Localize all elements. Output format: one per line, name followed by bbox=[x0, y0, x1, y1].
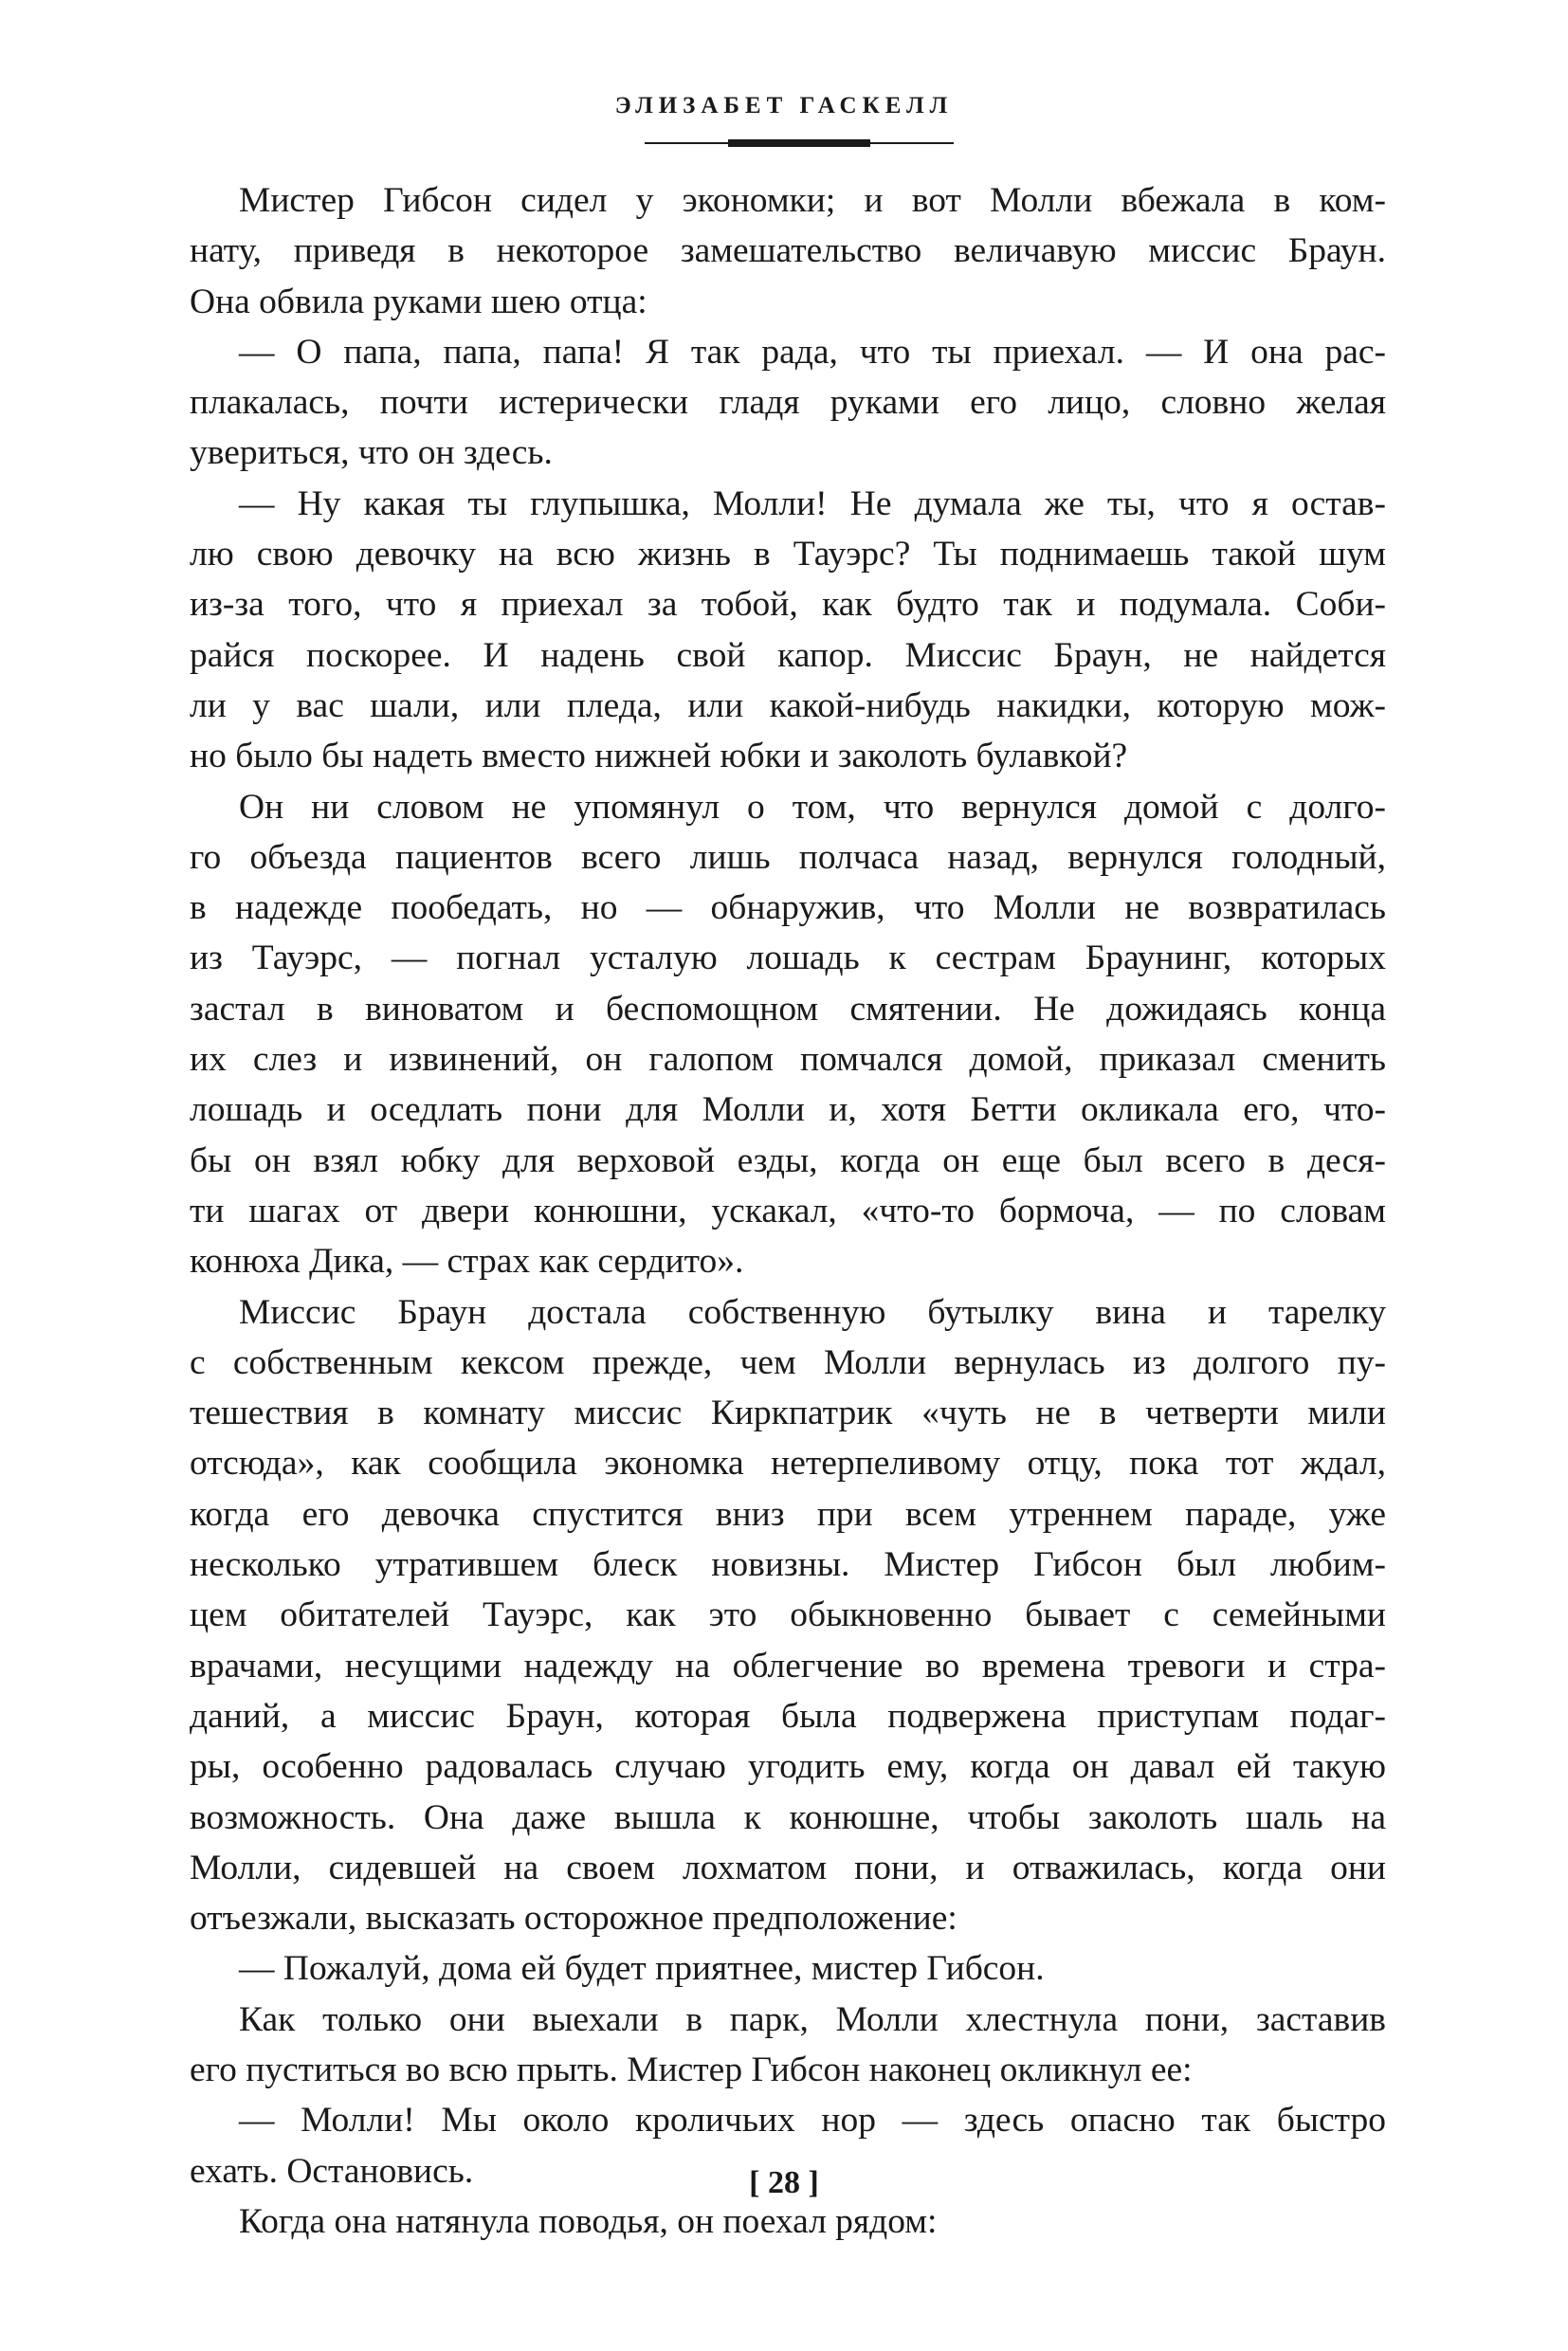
paragraph bbox=[190, 1943, 1386, 1994]
text-line: цем обитателей Тауэрс, как это обыкновенно бывает с семейными bbox=[190, 1595, 1386, 1635]
running-title: ЭЛИЗАБЕТ ГАСКЕЛЛ bbox=[614, 93, 954, 118]
text-line: лю свою девочку на всю жизнь в Тауэрс? Ты поднимаешь такой шум bbox=[190, 535, 1386, 574]
text-line: из Тауэрс, — погнал усталую лошадь к сестрам Браунинг, которых bbox=[190, 939, 1386, 978]
text-line: — Ну какая ты глупышка, Молли! Не думала же ты, что я остав- bbox=[239, 483, 1386, 523]
text-line: — Молли! Мы около кроличьих нор — здесь опасно так быстро bbox=[239, 2101, 1386, 2141]
text-line: но было бы надеть вместо нижней юбки и заколоть булавкой? bbox=[190, 737, 1128, 776]
text-line: Он ни словом не упомянул о том, что вернулся домой с долго- bbox=[239, 787, 1386, 827]
text-line: — О папа, папа, папа! Я так рада, что ты приехал. — И она рас- bbox=[239, 332, 1386, 372]
text-line: Молли, сидевшей на своем лохматом пони, и отважилась, когда они bbox=[190, 1848, 1386, 1887]
text-line: несколько утратившем блеск новизны. Мистер Гибсон был любим- bbox=[190, 1545, 1386, 1585]
text-line: отсюда», как сообщила экономка нетерпеливому отцу, пока тот ждал, bbox=[190, 1444, 1386, 1484]
text-line: Мистер Гибсон сидел у экономки; и вот Молли вбежала в ком- bbox=[239, 181, 1386, 220]
paragraph bbox=[190, 479, 1386, 782]
text-line: Когда она натянула поводья, он поехал рядом: bbox=[239, 2201, 938, 2241]
text-line: райся поскорее. И надень свой капор. Миссис Браун, не найдется bbox=[190, 635, 1386, 675]
text-line: ры, особенно радовалась случаю угодить ему, когда он давал ей такую bbox=[190, 1747, 1386, 1787]
paragraph bbox=[190, 1287, 1386, 1944]
text-line: в надежде пообедать, но — обнаружив, что Молли не возвратилась bbox=[190, 888, 1386, 928]
text-line: отъезжали, высказать осторожное предположение: bbox=[190, 1899, 957, 1939]
text-line: с собственным кексом прежде, чем Молли вернулась из долгого пу- bbox=[190, 1342, 1386, 1382]
text-line: даний, а миссис Браун, которая была подвержена приступам подаг- bbox=[190, 1696, 1386, 1736]
text-line: увериться, что он здесь. bbox=[190, 433, 553, 473]
text-line: ли у вас шали, или пледа, или какой-нибудь накидки, которую мож- bbox=[190, 685, 1386, 725]
page-number: [ 28 ] bbox=[749, 2165, 819, 2200]
paragraph bbox=[190, 175, 1386, 327]
text-line: возможность. Она даже вышла к конюшне, чтобы заколоть шаль на bbox=[190, 1797, 1386, 1837]
text-line: Как только они выехали в парк, Молли хлестнула пони, заставив bbox=[239, 1999, 1386, 2039]
text-line: нату, приведя в некоторое замешательство величавую миссис Браун. bbox=[190, 231, 1386, 271]
paragraph bbox=[190, 1995, 1386, 2096]
text-line: Она обвила руками шею отца: bbox=[190, 282, 647, 321]
text-line: го объезда пациентов всего лишь полчаса назад, вернулся голодный, bbox=[190, 837, 1386, 877]
header-rule-accent bbox=[728, 139, 870, 147]
text-line: конюха Дика, — страх как сердито». bbox=[190, 1242, 744, 1282]
body-text bbox=[190, 175, 1386, 2247]
text-line: Миссис Браун достала собственную бутылку вина и тарелку bbox=[239, 1292, 1386, 1332]
paragraph bbox=[190, 782, 1386, 1287]
text-line: застал в виноватом и беспомощном смятении. Не дожидаясь конца bbox=[190, 989, 1386, 1029]
text-line: их слез и извинений, он галопом помчался домой, приказал сменить bbox=[190, 1040, 1386, 1080]
text-line: из-за того, что я приехал за тобой, как будто так и подумала. Соби- bbox=[190, 585, 1386, 625]
paragraph bbox=[190, 327, 1386, 479]
text-line: ти шагах от двери конюшни, ускакал, «что-то бормоча, — по словам bbox=[190, 1191, 1386, 1230]
text-line: — Пожалуй, дома ей будет приятнее, мистер Гибсон. bbox=[239, 1949, 1045, 1989]
text-line: когда его девочка спустится вниз при всем утреннем параде, уже bbox=[190, 1494, 1386, 1534]
text-line: лошадь и оседлать пони для Молли и, хотя Бетти окликала его, что- bbox=[190, 1090, 1386, 1130]
text-line: плакалась, почти истерически гладя руками его лицо, словно желая bbox=[190, 383, 1386, 423]
text-line: тешествия в комнату миссис Киркпатрик «чуть не в четверти мили bbox=[190, 1394, 1386, 1433]
paragraph bbox=[190, 2196, 1386, 2247]
text-line: ехать. Остановись. bbox=[190, 2151, 474, 2191]
text-line: врачами, несущими надежду на облегчение во времена тревоги и стра- bbox=[190, 1646, 1386, 1686]
text-line: его пуститься во всю прыть. Мистер Гибсон наконец окликнул ее: bbox=[190, 2050, 1193, 2089]
text-line: бы он взял юбку для верховой езды, когда он еще был всего в деся- bbox=[190, 1140, 1386, 1180]
